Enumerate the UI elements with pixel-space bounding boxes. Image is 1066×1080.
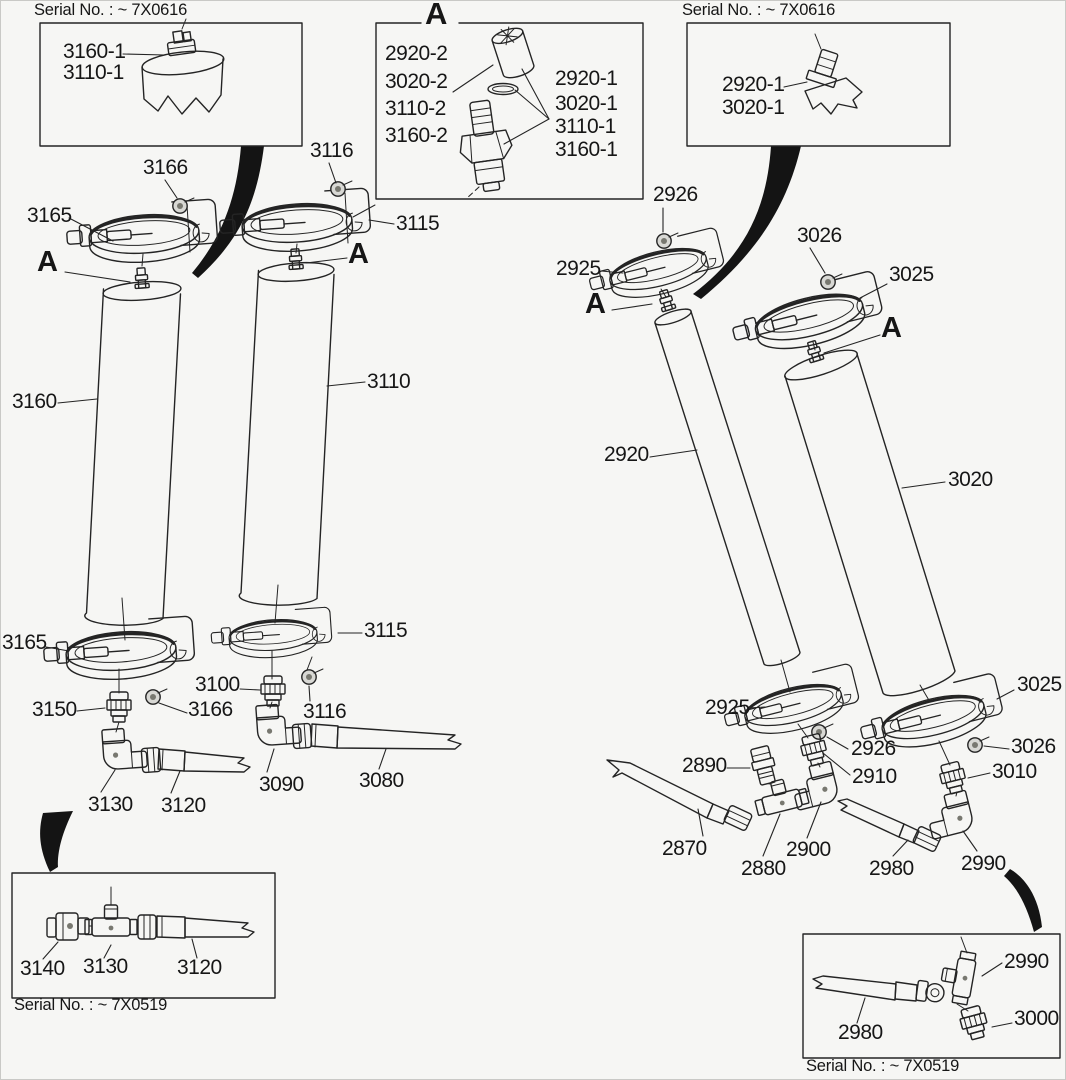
nipple-2920 (657, 289, 676, 312)
callout-3010: 3010 (992, 760, 1037, 783)
part-label-3020-1-inset: 3020-1 (722, 96, 785, 119)
section-marker-a-left-1: A (37, 246, 58, 278)
bolt-2926-lower (812, 724, 833, 739)
part-label-2990-inset: 2990 (1004, 950, 1049, 973)
part-label-2920-1-detail: 2920-1 (555, 67, 618, 90)
cylinder-3160 (85, 279, 182, 625)
fitting-3000-drawing (958, 1005, 990, 1042)
callout-2900: 2900 (786, 838, 831, 861)
serial-label-top-right: Serial No. : ~ 7X0616 (682, 1, 836, 19)
callout-2925-lower: 2925 (705, 696, 750, 719)
hose-2980 (838, 799, 942, 852)
callout-2990: 2990 (961, 852, 1006, 875)
part-label-3000: 3000 (1014, 1007, 1059, 1030)
fitting-3140-drawing (47, 913, 89, 940)
clamp-3025-upper (727, 270, 887, 363)
part-label-2920-2: 2920-2 (385, 42, 448, 65)
detail-valve-drawing (454, 98, 518, 194)
bolt-2926-upper (657, 233, 678, 248)
hose-3120 (141, 747, 250, 772)
cylinder-3020 (782, 344, 955, 695)
tee-3130-drawing (85, 905, 137, 936)
flow-arrow-top-left (192, 146, 264, 278)
bolt-3116-upper (331, 181, 352, 196)
detail-a-title: A (425, 0, 447, 31)
callout-3025-lower: 3025 (1017, 673, 1062, 696)
part-label-3020-1-detail: 3020-1 (555, 92, 618, 115)
flow-arrow-bottom-right (1004, 869, 1042, 932)
part-label-3160-1: 3160-1 (63, 40, 126, 63)
callout-3025-upper: 3025 (889, 263, 934, 286)
callout-3020: 3020 (948, 468, 993, 491)
hose-2870 (607, 760, 753, 831)
part-label-3130-inset: 3130 (83, 955, 128, 978)
part-label-3160-2: 3160-2 (385, 124, 448, 147)
part-label-3110-1: 3110-1 (63, 61, 124, 84)
clamp-3165-upper (65, 199, 219, 267)
callout-3115-upper: 3115 (396, 212, 440, 235)
callout-3090: 3090 (259, 773, 304, 796)
nipple-3160 (134, 268, 149, 289)
callout-3150: 3150 (32, 698, 77, 721)
section-marker-a-right-2: A (881, 312, 902, 344)
callout-3100: 3100 (195, 673, 240, 696)
callout-2980: 2980 (869, 857, 914, 880)
serial-label-bottom-left: Serial No. : ~ 7X0519 (14, 996, 168, 1014)
cylinder-3110 (239, 260, 334, 605)
part-label-3120-inset: 3120 (177, 956, 222, 979)
callout-3116-lower: 3116 (303, 700, 347, 723)
callout-2926-lower: 2926 (851, 737, 896, 760)
adapter-3150 (107, 692, 131, 722)
elbow-2990 (924, 790, 975, 839)
part-label-3020-2: 3020-2 (385, 70, 448, 93)
part-label-3110-2: 3110-2 (385, 97, 446, 120)
callout-2920: 2920 (604, 443, 649, 466)
callout-3116-upper: 3116 (310, 139, 354, 162)
adapter-3100 (261, 676, 285, 706)
bolt-3026-lower (968, 737, 989, 752)
callout-3166-upper: 3166 (143, 156, 188, 179)
bolt-3116-lower (302, 669, 323, 684)
callout-3130: 3130 (88, 793, 133, 816)
section-marker-a-left-2: A (348, 238, 369, 270)
hose-3080 (292, 723, 461, 749)
callout-2890: 2890 (682, 754, 727, 777)
callout-2870: 2870 (662, 837, 707, 860)
part-label-3140: 3140 (20, 957, 65, 980)
callout-2880: 2880 (741, 857, 786, 880)
part-label-2980-inset: 2980 (838, 1021, 883, 1044)
callout-3026-upper: 3026 (797, 224, 842, 247)
cylinder-2920 (653, 306, 800, 666)
callout-3026-lower: 3026 (1011, 735, 1056, 758)
bolt-3166-lower (146, 689, 167, 704)
callout-3110: 3110 (367, 370, 411, 393)
callout-3115-lower: 3115 (364, 619, 408, 642)
callout-3120: 3120 (161, 794, 206, 817)
valve-2890 (748, 745, 778, 786)
callout-3165-lower: 3165 (2, 631, 47, 654)
callout-3080: 3080 (359, 769, 404, 792)
part-label-3160-1-detail: 3160-1 (555, 138, 618, 161)
callout-3160: 3160 (12, 390, 57, 413)
right-assembly-art (584, 208, 1014, 856)
serial-label-bottom-right: Serial No. : ~ 7X0519 (806, 1057, 960, 1075)
callout-2926-upper: 2926 (653, 183, 698, 206)
hose-3120-drawing (185, 918, 254, 937)
detail-cap-drawing (490, 23, 536, 80)
part-label-2920-1-inset: 2920-1 (722, 73, 785, 96)
part-label-3110-1-detail: 3110-1 (555, 115, 616, 138)
flow-arrow-bottom-left (40, 811, 73, 872)
elbow-2900 (789, 761, 840, 810)
section-marker-a-right-1: A (585, 288, 606, 320)
bolt-3026-upper (821, 274, 842, 289)
elbow-3130 (102, 727, 148, 770)
callout-3165-upper: 3165 (27, 204, 72, 227)
callout-2910: 2910 (852, 765, 897, 788)
left-assembly-art (42, 163, 461, 793)
serial-label-top-left: Serial No. : ~ 7X0616 (34, 1, 188, 19)
hose-2980-drawing (813, 976, 896, 1000)
callout-2925-upper: 2925 (556, 257, 601, 280)
flow-arrow-top-right (693, 146, 801, 299)
callout-3166-lower: 3166 (188, 698, 233, 721)
clamp-3115-lower (210, 607, 333, 662)
